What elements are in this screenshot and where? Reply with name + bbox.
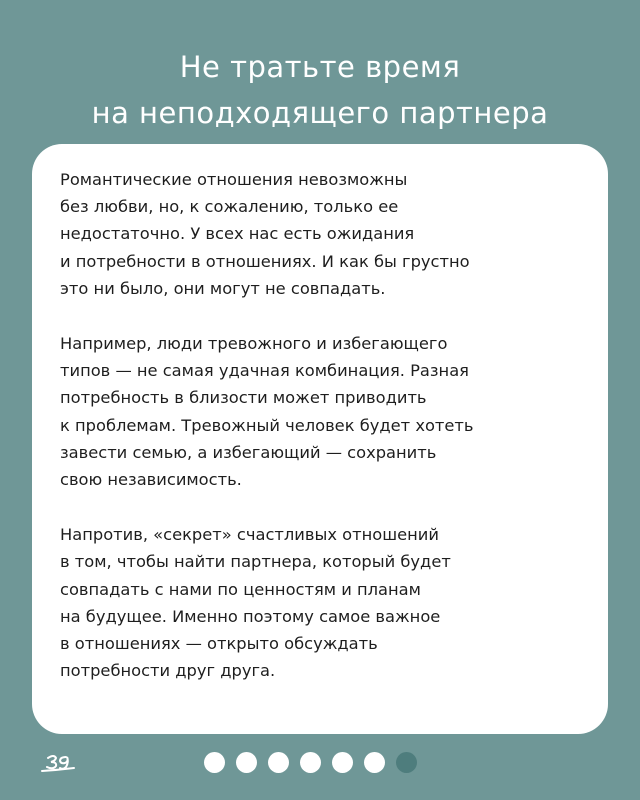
text-line: типов — не самая удачная комбинация. Разная — [60, 361, 469, 381]
page-title — [0, 44, 640, 136]
brand-logo-icon — [38, 748, 78, 778]
text-line: Напротив, «секрет» счастливых отношений — [60, 525, 439, 545]
pagination-dots — [204, 752, 417, 773]
text-line: в том, чтобы найти партнера, который будет — [60, 552, 451, 572]
title-line-1: Не тратьте время — [179, 50, 461, 84]
text-line: свою независимость. — [60, 470, 242, 490]
text-line: недостаточно. У всех нас есть ожидания — [60, 224, 415, 244]
text-line: потребность в близости может приводить — [60, 388, 427, 408]
page-dot-7-active[interactable] — [396, 752, 417, 773]
page-dot-2[interactable] — [236, 752, 257, 773]
page-dot-6[interactable] — [364, 752, 385, 773]
text-line: завести семью, а избегающий — сохранить — [60, 442, 437, 462]
title-line-2: на неподходящего партнера — [91, 96, 549, 130]
page-dot-5[interactable] — [332, 752, 353, 773]
content-card — [32, 144, 608, 734]
text-line: и потребности в отношениях. И как бы грустно — [60, 251, 470, 271]
paragraph-1 — [60, 166, 584, 302]
page-dot-3[interactable] — [268, 752, 289, 773]
text-line: совпадать с нами по ценностям и планам — [60, 579, 421, 599]
text-line: к проблемам. Тревожный человек будет хотеть — [60, 415, 474, 435]
page-dot-1[interactable] — [204, 752, 225, 773]
page-dot-4[interactable] — [300, 752, 321, 773]
text-line: на будущее. Именно поэтому самое важное — [60, 606, 441, 626]
paragraph-2 — [60, 330, 584, 493]
paragraph-3 — [60, 521, 584, 684]
text-line: Например, люди тревожного и избегающего — [60, 334, 448, 354]
text-line: это ни было, они могут не совпадать. — [60, 278, 386, 298]
text-line: без любви, но, к сожалению, только ее — [60, 197, 399, 217]
text-line: потребности друг друга. — [60, 661, 276, 681]
text-line: в отношениях — открыто обсуждать — [60, 634, 378, 654]
text-line: Романтические отношения невозможны — [60, 170, 408, 189]
